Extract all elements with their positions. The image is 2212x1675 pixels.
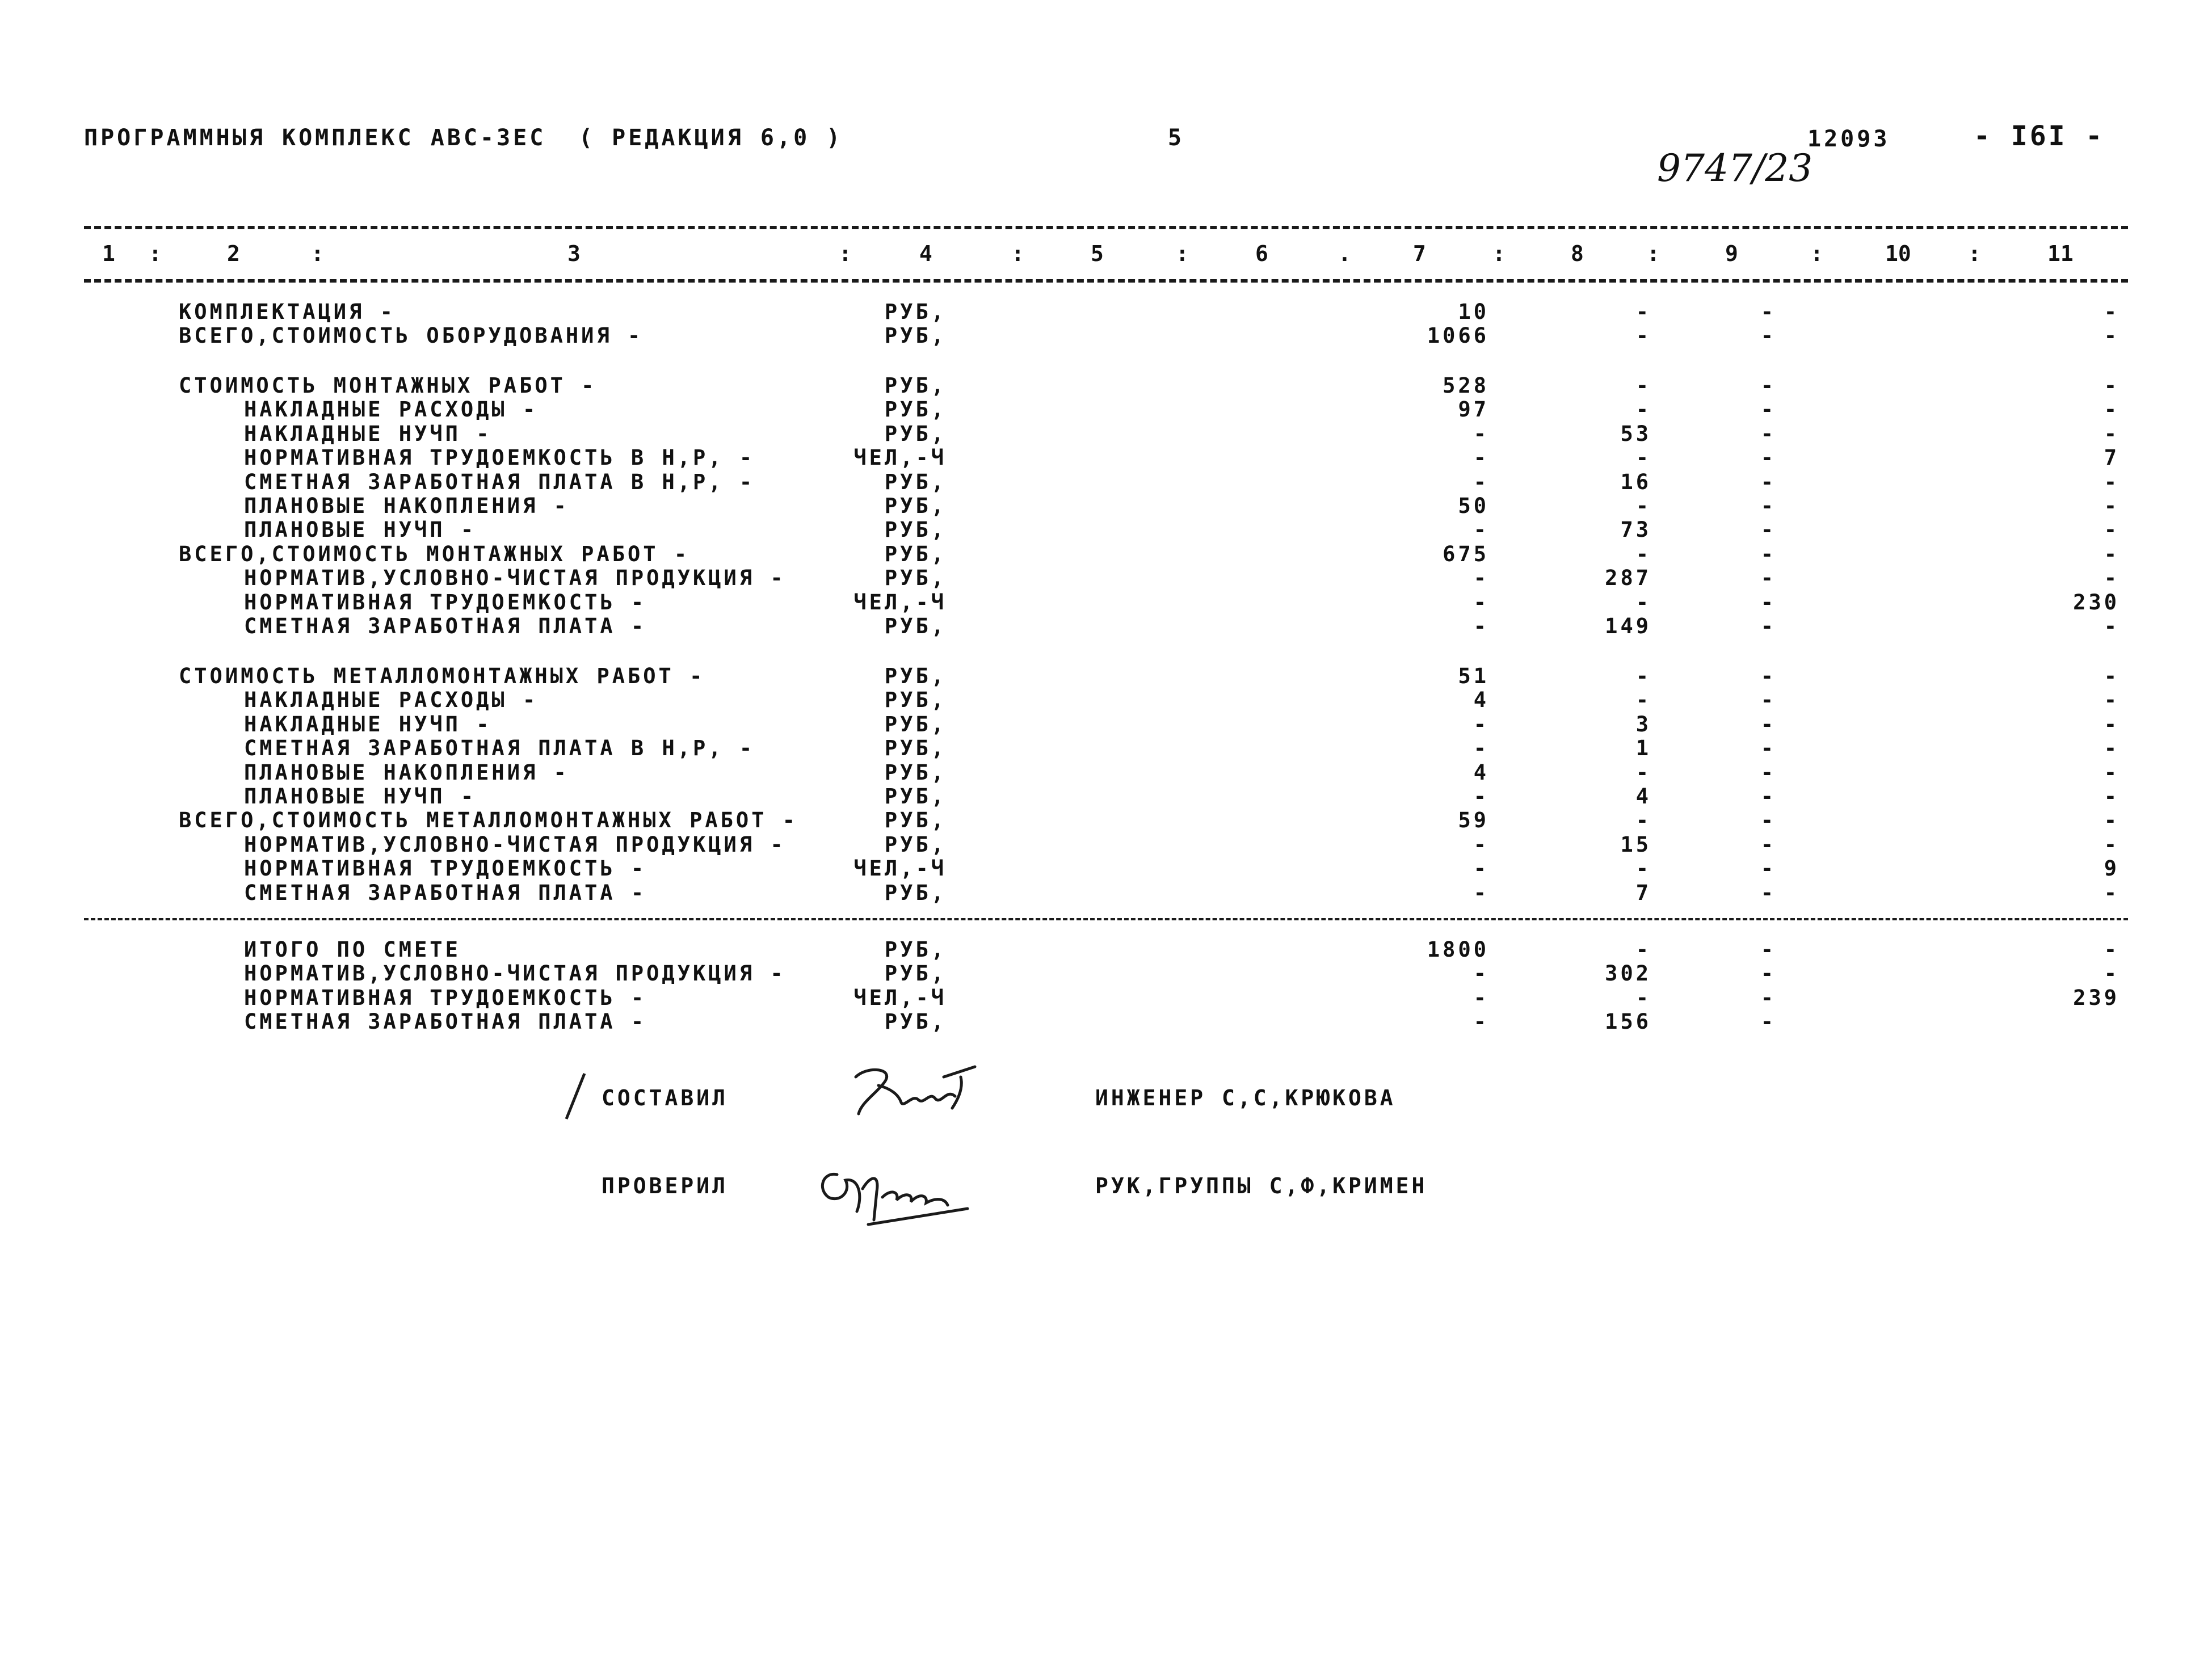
value-col-9: - bbox=[1760, 832, 1776, 857]
value-col-11: - bbox=[2104, 614, 2120, 638]
table-row bbox=[0, 986, 2212, 1009]
row-unit: РУБ, bbox=[884, 664, 947, 688]
compiled-by: ИНЖЕНЕР С,С,КРЮКОВА bbox=[1095, 1085, 1396, 1110]
column-header-cell: 11 bbox=[2047, 241, 2074, 266]
row-label: ПЛАНОВЫЕ НУЧП - bbox=[244, 784, 477, 809]
value-col-8: 156 bbox=[1605, 1009, 1651, 1034]
value-col-8: - bbox=[1635, 300, 1651, 324]
value-col-9: - bbox=[1760, 421, 1776, 446]
value-col-7: 1800 bbox=[1427, 937, 1489, 962]
row-label: ВСЕГО,СТОИМОСТЬ ОБОРУДОВАНИЯ - bbox=[179, 323, 644, 348]
value-col-8: 4 bbox=[1635, 784, 1651, 809]
row-label: НОРМАТИВ,УСЛОВНО-ЧИСТАЯ ПРОДУКЦИЯ - bbox=[244, 566, 786, 591]
column-header-cell: : bbox=[1011, 241, 1024, 266]
value-col-8: - bbox=[1635, 494, 1651, 518]
value-col-7: 1066 bbox=[1427, 323, 1489, 348]
value-col-9: - bbox=[1760, 808, 1776, 833]
value-col-9: - bbox=[1760, 300, 1776, 324]
row-label: НОРМАТИВ,УСЛОВНО-ЧИСТАЯ ПРОДУКЦИЯ - bbox=[244, 832, 786, 857]
row-label: НОРМАТИВНАЯ ТРУДОЕМКОСТЬ - bbox=[244, 856, 647, 881]
value-col-9: - bbox=[1760, 784, 1776, 809]
value-col-8: 149 bbox=[1605, 614, 1651, 638]
sheet-number: - I6I - bbox=[1974, 120, 2105, 152]
value-col-8: 73 bbox=[1620, 517, 1651, 542]
value-col-8: - bbox=[1635, 937, 1651, 962]
row-unit: РУБ, bbox=[884, 421, 947, 446]
value-col-8: 53 bbox=[1620, 421, 1651, 446]
value-col-8: - bbox=[1635, 397, 1651, 422]
row-unit: ЧЕЛ,-Ч bbox=[853, 590, 947, 615]
row-label: НОРМАТИВНАЯ ТРУДОЕМКОСТЬ В Н,Р, - bbox=[244, 445, 755, 470]
value-col-8: - bbox=[1635, 985, 1651, 1010]
value-col-11: - bbox=[2104, 784, 2120, 809]
value-col-11: 7 bbox=[2104, 445, 2120, 470]
value-col-11: - bbox=[2104, 880, 2120, 905]
row-unit: РУБ, bbox=[884, 397, 947, 422]
value-col-9: - bbox=[1760, 469, 1776, 494]
value-col-11: 239 bbox=[2073, 985, 2120, 1010]
value-col-9: - bbox=[1760, 688, 1776, 713]
table-row bbox=[0, 494, 2212, 517]
value-col-11: - bbox=[2104, 961, 2120, 986]
value-col-9: - bbox=[1760, 1009, 1776, 1034]
value-col-7: 97 bbox=[1458, 397, 1489, 422]
value-col-11: - bbox=[2104, 832, 2120, 857]
value-col-7: - bbox=[1473, 961, 1489, 986]
row-unit: РУБ, bbox=[884, 566, 947, 591]
table-row bbox=[0, 470, 2212, 494]
compiled-label: СОСТАВИЛ bbox=[602, 1085, 729, 1110]
column-header-cell: 1 bbox=[102, 241, 115, 266]
value-col-8: - bbox=[1635, 590, 1651, 615]
row-label: НАКЛАДНЫЕ НУЧП - bbox=[244, 421, 492, 446]
value-col-9: - bbox=[1760, 712, 1776, 737]
checked-signature bbox=[806, 1158, 987, 1231]
table-row bbox=[0, 937, 2212, 961]
slash-mark bbox=[562, 1071, 590, 1122]
page-number: 5 bbox=[1168, 125, 1185, 151]
value-col-7: - bbox=[1473, 985, 1489, 1010]
table-row bbox=[0, 614, 2212, 638]
column-header-cell: . bbox=[1338, 241, 1351, 266]
table-row bbox=[0, 688, 2212, 712]
value-col-11: - bbox=[2104, 517, 2120, 542]
row-label: ПЛАНОВЫЕ НАКОПЛЕНИЯ - bbox=[244, 760, 569, 785]
value-col-7: - bbox=[1473, 421, 1489, 446]
value-col-7: - bbox=[1473, 590, 1489, 615]
row-unit: РУБ, bbox=[884, 494, 947, 518]
value-col-11: - bbox=[2104, 736, 2120, 761]
value-col-11: - bbox=[2104, 323, 2120, 348]
value-col-9: - bbox=[1760, 760, 1776, 785]
value-col-9: - bbox=[1760, 937, 1776, 962]
row-label: СТОИМОСТЬ МОНТАЖНЫХ РАБОТ - bbox=[179, 373, 597, 398]
row-label: НАКЛАДНЫЕ РАСХОДЫ - bbox=[244, 397, 539, 422]
value-col-8: - bbox=[1635, 445, 1651, 470]
value-col-9: - bbox=[1760, 985, 1776, 1010]
row-label: ПЛАНОВЫЕ НУЧП - bbox=[244, 517, 477, 542]
value-col-8: - bbox=[1635, 541, 1651, 566]
table-row bbox=[0, 808, 2212, 832]
document-code: 12093 bbox=[1807, 126, 1890, 152]
totals-rule bbox=[84, 918, 2128, 920]
value-col-8: - bbox=[1635, 856, 1651, 881]
value-col-9: - bbox=[1760, 541, 1776, 566]
handwritten-archive-number: 9747/23 bbox=[1657, 146, 1813, 190]
value-col-7: - bbox=[1473, 1009, 1489, 1034]
table-row bbox=[0, 712, 2212, 736]
row-unit: РУБ, bbox=[884, 832, 947, 857]
table-row bbox=[0, 760, 2212, 784]
row-unit: РУБ, bbox=[884, 808, 947, 833]
row-label: ПЛАНОВЫЕ НАКОПЛЕНИЯ - bbox=[244, 494, 569, 518]
table-row bbox=[0, 736, 2212, 760]
column-header-cell: : bbox=[311, 241, 324, 266]
value-col-7: 4 bbox=[1473, 688, 1489, 713]
value-col-9: - bbox=[1760, 494, 1776, 518]
value-col-9: - bbox=[1760, 880, 1776, 905]
column-header-cell: 7 bbox=[1413, 241, 1426, 266]
table-row bbox=[0, 397, 2212, 421]
row-unit: РУБ, bbox=[884, 688, 947, 713]
value-col-11: - bbox=[2104, 397, 2120, 422]
value-col-9: - bbox=[1760, 445, 1776, 470]
value-col-11: - bbox=[2104, 300, 2120, 324]
value-col-9: - bbox=[1760, 590, 1776, 615]
row-label: КОМПЛЕКТАЦИЯ - bbox=[179, 300, 396, 324]
value-col-11: 230 bbox=[2073, 590, 2120, 615]
table-row bbox=[0, 422, 2212, 445]
value-col-7: 10 bbox=[1458, 300, 1489, 324]
table-row bbox=[0, 1009, 2212, 1033]
value-col-7: 59 bbox=[1458, 808, 1489, 833]
value-col-7: - bbox=[1473, 469, 1489, 494]
row-label: НАКЛАДНЫЕ РАСХОДЫ - bbox=[244, 688, 539, 713]
program-title: ПРОГРАММНЫЯ КОМПЛЕКС АВС-3ЕС bbox=[84, 125, 546, 151]
value-col-11: - bbox=[2104, 760, 2120, 785]
row-label: ИТОГО ПО СМЕТЕ bbox=[244, 937, 461, 962]
row-unit: ЧЕЛ,-Ч bbox=[853, 856, 947, 881]
value-col-7: - bbox=[1473, 566, 1489, 591]
row-label: СМЕТНАЯ ЗАРАБОТНАЯ ПЛАТА - bbox=[244, 614, 647, 638]
value-col-9: - bbox=[1760, 566, 1776, 591]
value-col-7: - bbox=[1473, 736, 1489, 761]
value-col-7: 528 bbox=[1443, 373, 1489, 398]
value-col-7: 675 bbox=[1443, 541, 1489, 566]
value-col-8: 3 bbox=[1635, 712, 1651, 737]
value-col-7: - bbox=[1473, 856, 1489, 881]
row-unit: РУБ, bbox=[884, 712, 947, 737]
value-col-7: - bbox=[1473, 832, 1489, 857]
row-label: СТОИМОСТЬ МЕТАЛЛОМОНТАЖНЫХ РАБОТ - bbox=[179, 664, 705, 688]
value-col-8: 16 bbox=[1620, 469, 1651, 494]
value-col-11: - bbox=[2104, 566, 2120, 591]
value-col-8: 1 bbox=[1635, 736, 1651, 761]
row-label: СМЕТНАЯ ЗАРАБОТНАЯ ПЛАТА В Н,Р, - bbox=[244, 469, 755, 494]
value-col-9: - bbox=[1760, 323, 1776, 348]
row-label: НАКЛАДНЫЕ НУЧП - bbox=[244, 712, 492, 737]
value-col-11: - bbox=[2104, 469, 2120, 494]
value-col-9: - bbox=[1760, 961, 1776, 986]
table-row bbox=[0, 784, 2212, 808]
value-col-8: 15 bbox=[1620, 832, 1651, 857]
column-header-cell: 3 bbox=[567, 241, 581, 266]
value-col-8: - bbox=[1635, 688, 1651, 713]
value-col-11: - bbox=[2104, 421, 2120, 446]
table-row bbox=[0, 881, 2212, 904]
value-col-11: - bbox=[2104, 373, 2120, 398]
value-col-8: 287 bbox=[1605, 566, 1651, 591]
value-col-7: - bbox=[1473, 517, 1489, 542]
checked-by: РУК,ГРУППЫ С,Ф,КРИМЕН bbox=[1095, 1173, 1428, 1198]
value-col-7: - bbox=[1473, 712, 1489, 737]
row-label: СМЕТНАЯ ЗАРАБОТНАЯ ПЛАТА - bbox=[244, 880, 647, 905]
column-header-cell: : bbox=[149, 241, 162, 266]
value-col-7: 51 bbox=[1458, 664, 1489, 688]
column-header-cell: 10 bbox=[1885, 241, 1911, 266]
table-row bbox=[0, 517, 2212, 541]
row-unit: РУБ, bbox=[884, 614, 947, 638]
value-col-7: - bbox=[1473, 784, 1489, 809]
column-header-cell: 5 bbox=[1091, 241, 1104, 266]
column-header-cell: : bbox=[1968, 241, 1981, 266]
value-col-9: - bbox=[1760, 856, 1776, 881]
value-col-7: - bbox=[1473, 614, 1489, 638]
row-label: ВСЕГО,СТОИМОСТЬ МОНТАЖНЫХ РАБОТ - bbox=[179, 541, 690, 566]
value-col-8: - bbox=[1635, 664, 1651, 688]
value-col-11: - bbox=[2104, 664, 2120, 688]
value-col-9: - bbox=[1760, 517, 1776, 542]
table-row bbox=[0, 566, 2212, 590]
column-header-cell: 9 bbox=[1725, 241, 1738, 266]
row-unit: РУБ, bbox=[884, 880, 947, 905]
header-bottom-rule bbox=[84, 279, 2128, 283]
row-label: НОРМАТИВНАЯ ТРУДОЕМКОСТЬ - bbox=[244, 590, 647, 615]
row-label: ВСЕГО,СТОИМОСТЬ МЕТАЛЛОМОНТАЖНЫХ РАБОТ - bbox=[179, 808, 798, 833]
table-row bbox=[0, 832, 2212, 856]
value-col-9: - bbox=[1760, 397, 1776, 422]
value-col-11: - bbox=[2104, 937, 2120, 962]
row-unit: РУБ, bbox=[884, 300, 947, 324]
edition-label: ( РЕДАКЦИЯ 6,0 ) bbox=[579, 125, 843, 151]
row-unit: РУБ, bbox=[884, 469, 947, 494]
value-col-11: - bbox=[2104, 712, 2120, 737]
column-header-cell: : bbox=[1492, 241, 1505, 266]
column-header-cell: 6 bbox=[1255, 241, 1268, 266]
checked-label: ПРОВЕРИЛ bbox=[602, 1173, 729, 1198]
value-col-7: 4 bbox=[1473, 760, 1489, 785]
table-row bbox=[0, 300, 2212, 323]
table-row bbox=[0, 373, 2212, 397]
row-label: СМЕТНАЯ ЗАРАБОТНАЯ ПЛАТА - bbox=[244, 1009, 647, 1034]
table-row bbox=[0, 590, 2212, 614]
row-unit: РУБ, bbox=[884, 937, 947, 962]
row-unit: РУБ, bbox=[884, 736, 947, 761]
table-row bbox=[0, 961, 2212, 985]
value-col-11: - bbox=[2104, 688, 2120, 713]
row-unit: РУБ, bbox=[884, 517, 947, 542]
table-top-rule bbox=[84, 226, 2128, 229]
column-header-cell: : bbox=[1647, 241, 1660, 266]
value-col-8: - bbox=[1635, 373, 1651, 398]
column-header-cell: 4 bbox=[919, 241, 932, 266]
value-col-9: - bbox=[1760, 736, 1776, 761]
table-row bbox=[0, 445, 2212, 469]
column-header-cell: : bbox=[1176, 241, 1189, 266]
column-header-cell: : bbox=[1810, 241, 1823, 266]
value-col-8: - bbox=[1635, 808, 1651, 833]
row-label: НОРМАТИВ,УСЛОВНО-ЧИСТАЯ ПРОДУКЦИЯ - bbox=[244, 961, 786, 986]
table-row bbox=[0, 542, 2212, 566]
row-label: НОРМАТИВНАЯ ТРУДОЕМКОСТЬ - bbox=[244, 985, 647, 1010]
value-col-11: - bbox=[2104, 808, 2120, 833]
value-col-8: 7 bbox=[1635, 880, 1651, 905]
column-header-cell: : bbox=[839, 241, 852, 266]
value-col-9: - bbox=[1760, 373, 1776, 398]
row-unit: РУБ, bbox=[884, 961, 947, 986]
row-label: СМЕТНАЯ ЗАРАБОТНАЯ ПЛАТА В Н,Р, - bbox=[244, 736, 755, 761]
row-unit: ЧЕЛ,-Ч bbox=[853, 445, 947, 470]
row-unit: РУБ, bbox=[884, 541, 947, 566]
value-col-9: - bbox=[1760, 614, 1776, 638]
compiled-signature bbox=[844, 1060, 1003, 1122]
table-row bbox=[0, 664, 2212, 688]
table-row bbox=[0, 323, 2212, 347]
column-header-cell: 8 bbox=[1571, 241, 1584, 266]
row-unit: РУБ, bbox=[884, 323, 947, 348]
row-unit: ЧЕЛ,-Ч bbox=[853, 985, 947, 1010]
row-unit: РУБ, bbox=[884, 760, 947, 785]
row-unit: РУБ, bbox=[884, 784, 947, 809]
table-row bbox=[0, 856, 2212, 880]
value-col-9: - bbox=[1760, 664, 1776, 688]
row-unit: РУБ, bbox=[884, 373, 947, 398]
value-col-11: - bbox=[2104, 494, 2120, 518]
value-col-7: 50 bbox=[1458, 494, 1489, 518]
column-header-cell: 2 bbox=[227, 241, 240, 266]
value-col-11: - bbox=[2104, 541, 2120, 566]
value-col-8: - bbox=[1635, 760, 1651, 785]
value-col-8: - bbox=[1635, 323, 1651, 348]
row-unit: РУБ, bbox=[884, 1009, 947, 1034]
value-col-7: - bbox=[1473, 445, 1489, 470]
value-col-7: - bbox=[1473, 880, 1489, 905]
value-col-11: 9 bbox=[2104, 856, 2120, 881]
value-col-8: 302 bbox=[1605, 961, 1651, 986]
